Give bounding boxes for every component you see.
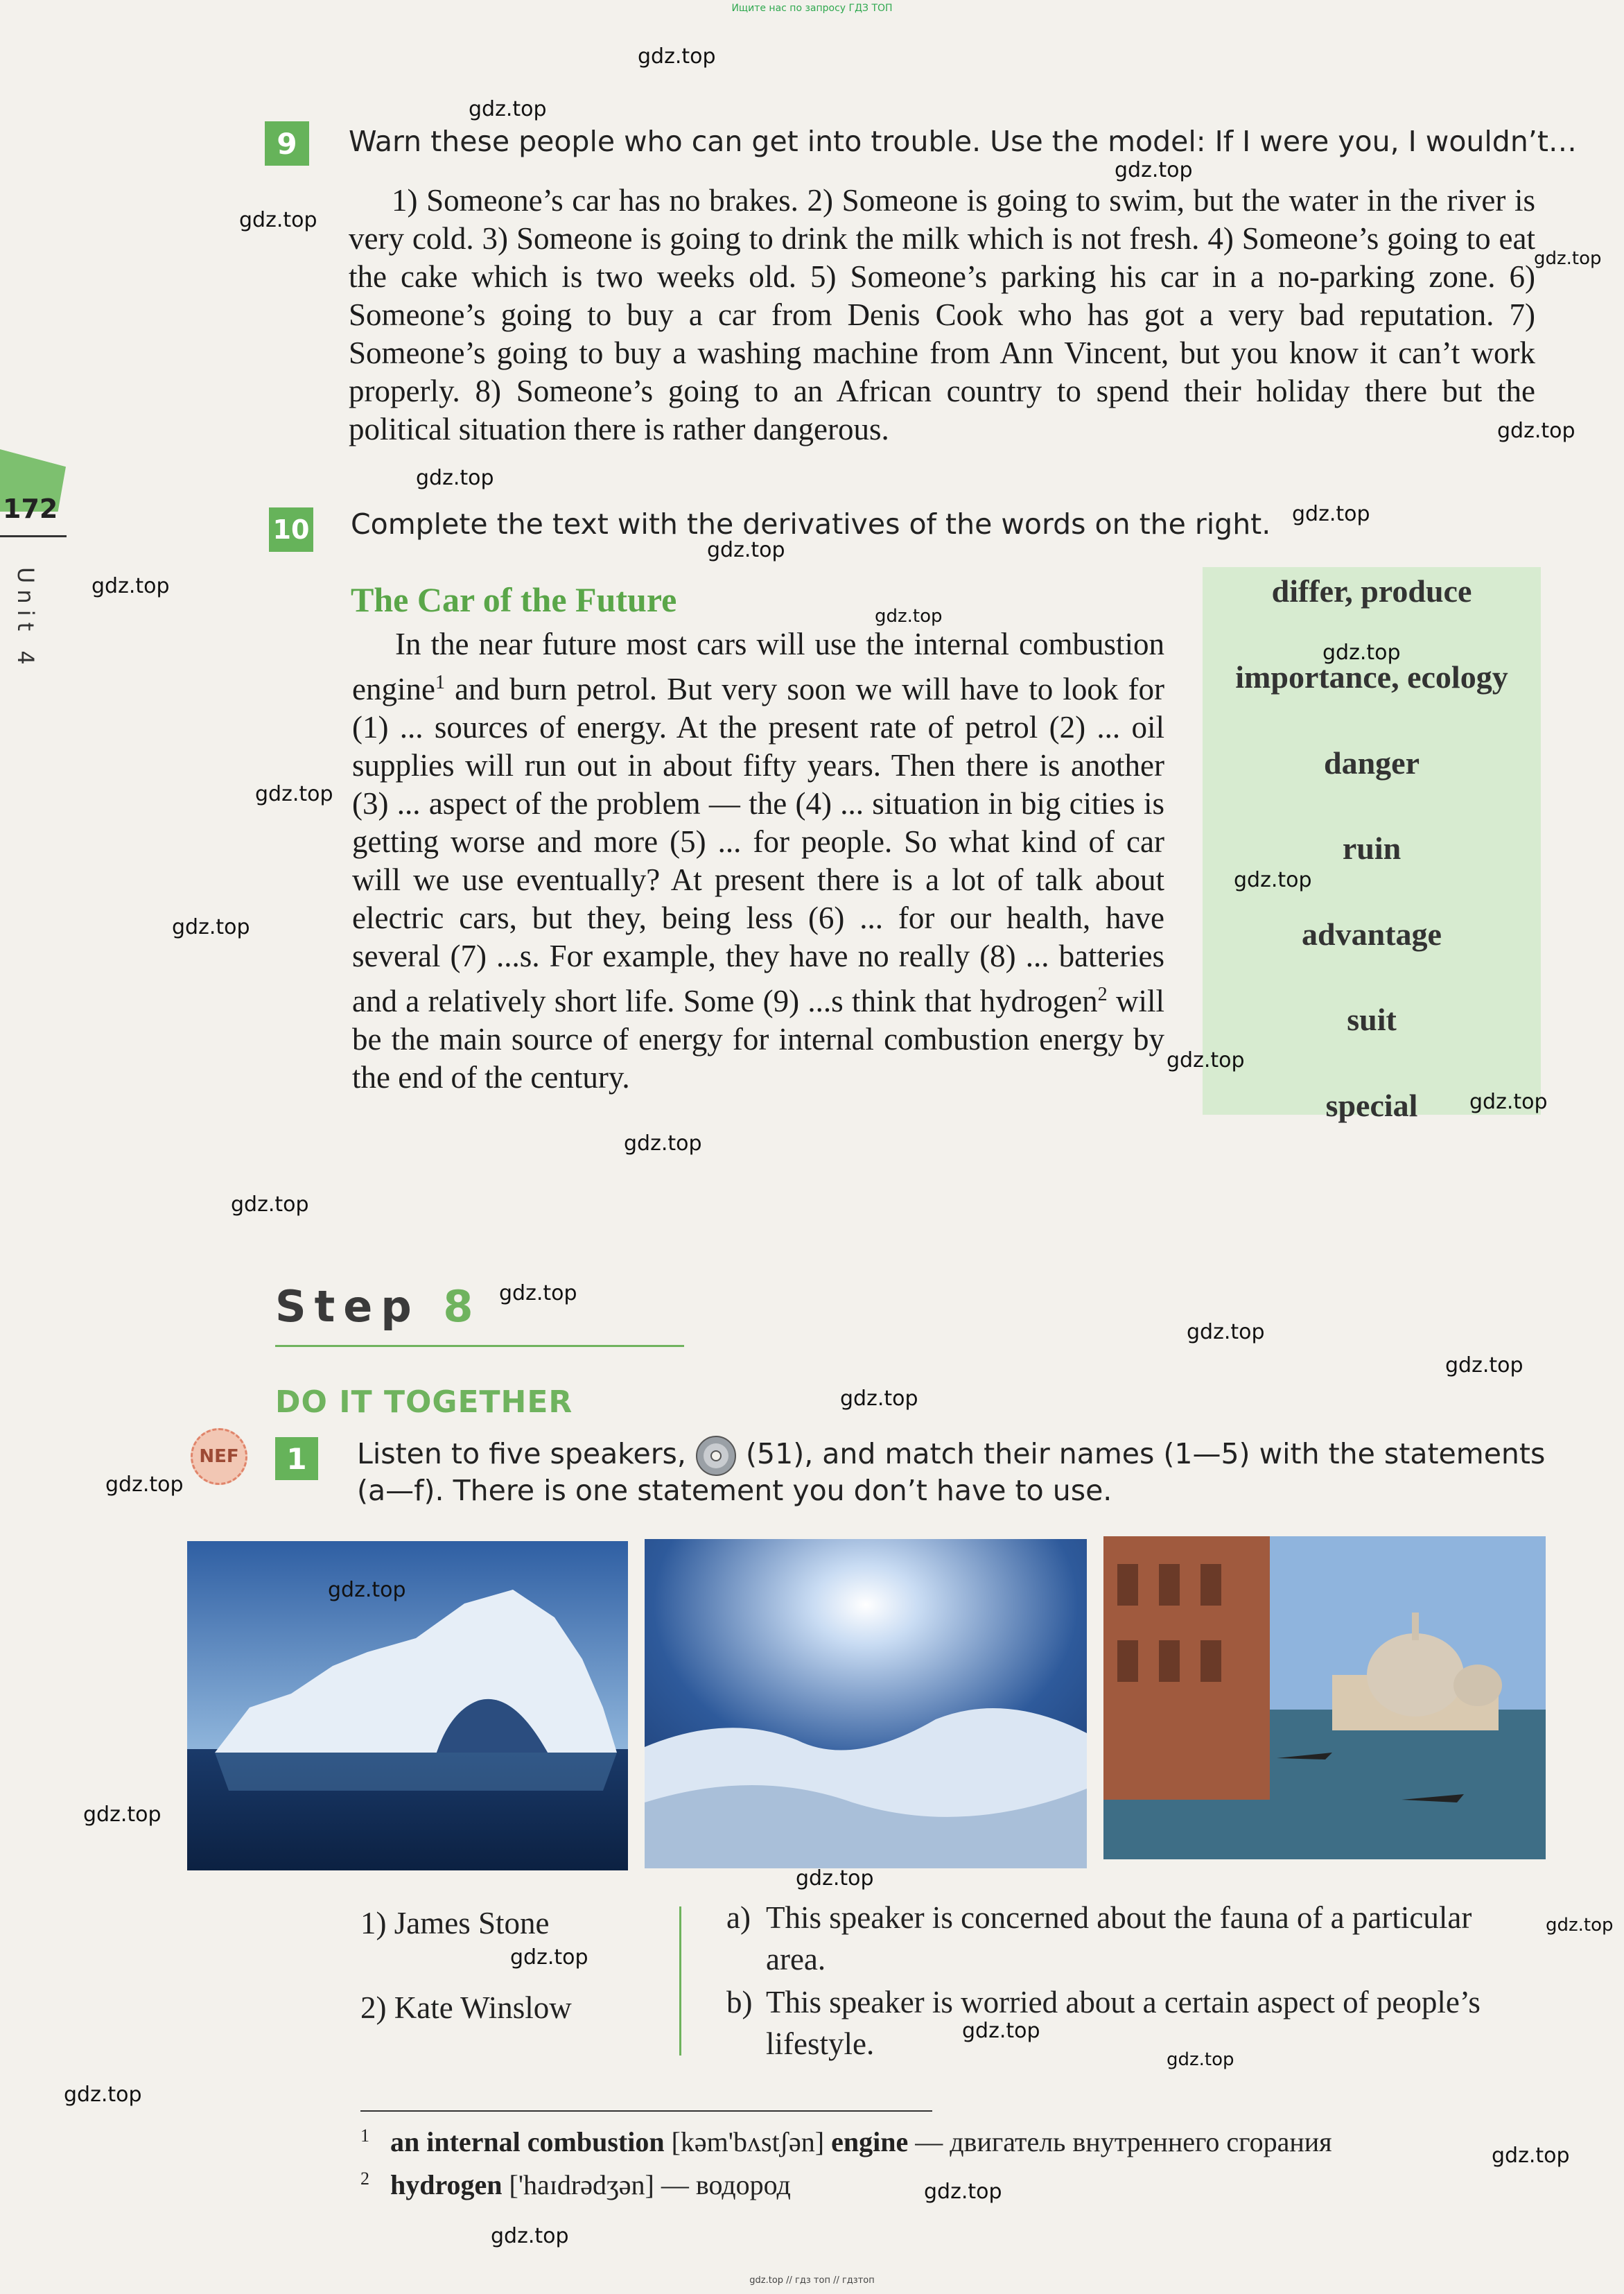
watermark: gdz.top — [1167, 2049, 1234, 2070]
text-part: In the near future most cars will use the internal combustion engine — [352, 627, 1164, 706]
exercise-9-text — [349, 182, 1535, 449]
match-divider — [679, 1906, 681, 2056]
word-item: ruin — [1342, 831, 1402, 866]
venice-photo — [1103, 1536, 1546, 1859]
iceberg-photo — [187, 1541, 628, 1870]
watermark: gdz.top — [510, 1945, 588, 1970]
exercise-10-paragraph — [352, 625, 1164, 1097]
footnote-translation: двигатель внутреннего сгорания — [950, 2126, 1332, 2157]
exercise-1-task-line2: (a—f). There is one statement you don’t have to use. — [357, 1474, 1112, 1507]
watermark: gdz.top — [328, 1578, 406, 1602]
word-item: importance, ecology — [1235, 659, 1508, 695]
step-label: Step — [275, 1281, 420, 1332]
watermark: gdz.top — [105, 1472, 184, 1497]
watermark: gdz.top — [1322, 641, 1401, 665]
watermark: gdz.top — [416, 466, 494, 490]
text-part: and burn petrol. But very soon we will have to look for (1) ... sources of energy. At the present rate of petrol (2) ... oil supplies will run out in about fifty years. Then there is another (3) ... aspect of the problem — the (4) ... situation in big cities is getting worse and more (5) ... for people. So what kind of car will we use eventually? At present there is a lot of talk about electric cars, but they, being less (6) ... for our health, have several (7) ...s. For example, they have no really (8) ... batteries and a relatively short life. Some (9) ...s think that hydrogen — [352, 672, 1164, 1018]
watermark: gdz.top — [83, 1802, 161, 1827]
task-text: (51), and match their names (1—5) with the statements — [746, 1437, 1546, 1470]
statement-label: a) — [726, 1900, 751, 1935]
watermark: gdz.top — [1546, 1915, 1614, 1936]
watermark: gdz.top — [91, 574, 170, 598]
watermark: gdz.top — [796, 1866, 874, 1891]
cd-icon[interactable] — [695, 1435, 737, 1477]
statement-text: area. — [766, 1942, 826, 1976]
footnote — [360, 2169, 791, 2201]
watermark: gdz.top — [924, 2180, 1002, 2204]
watermark: gdz.top — [840, 1387, 918, 1411]
statement-label: b) — [726, 1985, 753, 2019]
watermark: gdz.top — [239, 208, 317, 232]
statement-text: lifestyle. — [766, 2026, 875, 2061]
watermark: gdz.top — [875, 606, 943, 627]
watermark: gdz.top — [638, 44, 716, 69]
footnote-number: 2 — [360, 2169, 369, 2189]
watermark: gdz.top — [1492, 2144, 1570, 2168]
step-rule — [275, 1345, 684, 1347]
nef-badge: NEF — [191, 1428, 247, 1485]
footnote-phonetic: ['haɪdrədʒən] — [509, 2169, 654, 2200]
snow-field-photo — [645, 1539, 1087, 1868]
watermark: gdz.top — [1445, 1353, 1523, 1378]
statement-text: This speaker is worried about a certain aspect of people’s — [766, 1985, 1481, 2019]
exercise-1-number: 1 — [275, 1437, 318, 1480]
footnote-phonetic: [kəm'bʌstʃən] — [671, 2126, 825, 2157]
page-number: 172 — [3, 494, 58, 524]
watermark: gdz.top — [1292, 502, 1370, 526]
word-item: differ, produce — [1271, 573, 1472, 609]
footnote-number: 1 — [360, 2126, 369, 2146]
footer-note: gdz.top // гдз топ // гдзтоп — [749, 2275, 875, 2286]
watermark: gdz.top — [707, 538, 785, 562]
watermark: gdz.top — [1187, 1320, 1265, 1344]
watermark: gdz.top — [1167, 1048, 1245, 1072]
word-item: suit — [1347, 1002, 1397, 1037]
footnote-ref: 1 — [435, 672, 445, 693]
footnote-term: engine — [831, 2126, 909, 2157]
watermark: gdz.top — [1234, 868, 1312, 892]
exercise-9-task: Warn these people who can get into trouble. Use the model: If I were you, I wouldn’t… — [349, 125, 1577, 158]
watermark: gdz.top — [491, 2224, 569, 2248]
header-note: Ищите нас по запросу ГДЗ ТОП — [731, 3, 893, 14]
exercise-9-paragraph: 1) Someone’s car has no brakes. 2) Someone is going to swim, but the water in the river is very cold. 3) Someone is going to drink the milk which is not fresh. 4) Someone’s going to eat the cake which is two weeks old. 5) Someone’s parking his car in a no-parking zone. 6) Someone’s going to buy a car from Denis Cook who has got a very bad reputation. 7) Someone’s going to buy a washing machine from Ann Vincent, but you know it can’t work properly. 8) Someone’s going to an African country to spend their holiday there but the political situation there is rather dangerous. — [349, 183, 1535, 446]
watermark: gdz.top — [1469, 1090, 1548, 1114]
footnote-term: an internal combustion — [390, 2126, 665, 2157]
watermark: gdz.top — [255, 782, 333, 806]
watermark: gdz.top — [64, 2083, 142, 2107]
text-part: will be the main source of energy for internal combustion energy by the end of the century. — [352, 984, 1164, 1095]
watermark: gdz.top — [962, 2019, 1040, 2043]
watermark: gdz.top — [469, 97, 547, 121]
speaker-name: 2) Kate Winslow — [360, 1990, 572, 2025]
watermark: gdz.top — [1115, 158, 1193, 182]
footnote-dash: — — [915, 2126, 943, 2157]
footnote-ref: 2 — [1097, 984, 1108, 1005]
footnote-term: hydrogen — [390, 2169, 503, 2200]
watermark: gdz.top — [1497, 419, 1575, 443]
footnote-dash: — — [661, 2169, 689, 2200]
footnote — [360, 2126, 1332, 2158]
watermark: gdz.top — [624, 1131, 702, 1156]
watermark: gdz.top — [499, 1281, 577, 1305]
text-title: The Car of the Future — [351, 580, 677, 619]
watermark: gdz.top — [231, 1192, 309, 1217]
word-item: danger — [1324, 745, 1420, 781]
exercise-10-number: 10 — [269, 507, 313, 552]
watermark: gdz.top — [1534, 248, 1602, 269]
watermark: gdz.top — [172, 915, 250, 939]
exercise-1-task — [357, 1435, 1545, 1477]
exercise-10-task: Complete the text with the derivatives of the words on the right. — [351, 507, 1271, 541]
unit-label: Unit 4 — [12, 567, 39, 671]
page-number-rule — [0, 535, 67, 537]
footnote-rule — [360, 2110, 932, 2112]
speaker-name: 1) James Stone — [360, 1906, 550, 1940]
exercise-10-text — [352, 625, 1164, 1097]
exercise-9-number: 9 — [265, 121, 309, 166]
step-title — [275, 1281, 481, 1332]
task-text: Listen to five speakers, — [357, 1437, 686, 1470]
section-title: DO IT TOGETHER — [275, 1384, 573, 1420]
step-number: 8 — [443, 1281, 482, 1332]
statement-text: This speaker is concerned about the fauna of a particular — [766, 1900, 1472, 1935]
word-item: advantage — [1302, 916, 1442, 952]
word-item: special — [1325, 1088, 1418, 1123]
footnote-translation: водород — [695, 2169, 791, 2200]
